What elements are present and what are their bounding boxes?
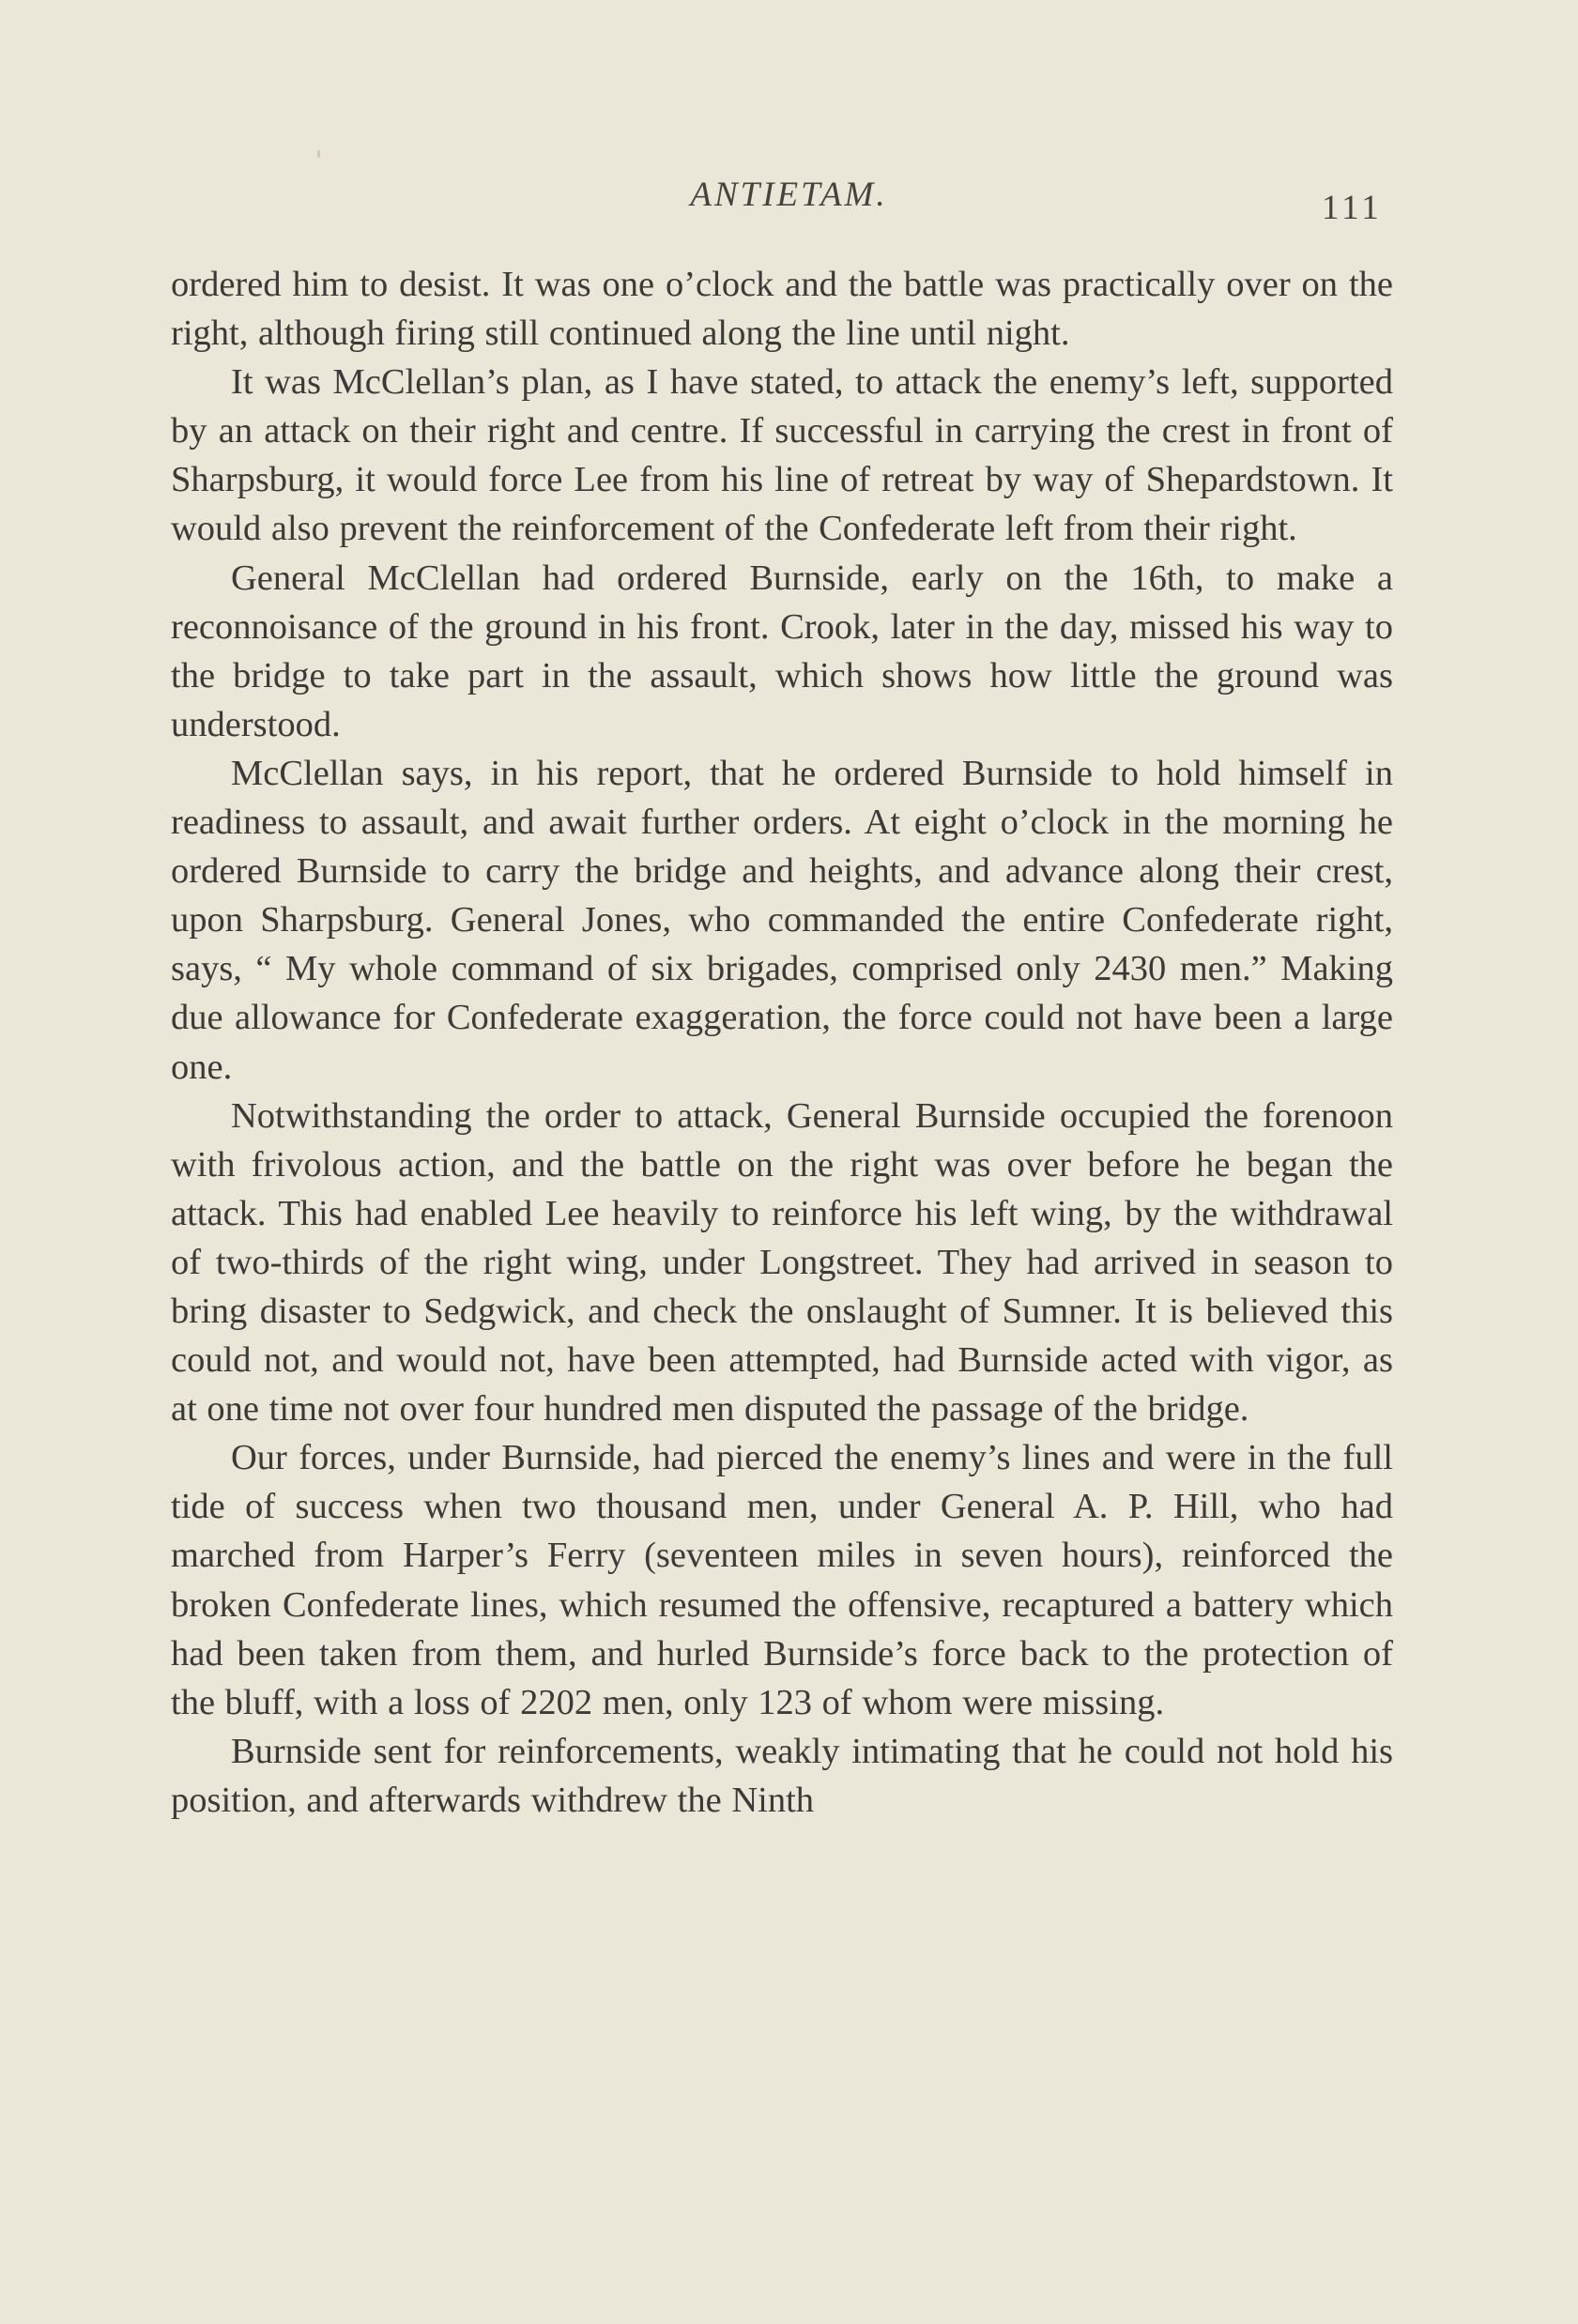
- paragraph: Notwithstanding the order to attack, General Burnside occupied the forenoon with frivolous action, and the battle on the right was over before he began the attack. This had enabled Lee heavily to reinforce his left wing, by the withdrawal of two-thirds of the right wing, under Longstreet. They had arrived in season to bring disaster to Sedgwick, and check the onslaught of Sumner. It is believed this could not, and would not, have been attempted, had Burnside acted with vigor, as at one time not over four hundred men disputed the passage of the bridge.: [171, 1095, 1393, 1430]
- paragraph: McClellan says, in his report, that he ordered Burnside to hold himself in readiness to assault, and await further orders. At eight o’clock in the morning he ordered Burnside to carry the bridge and heights, and advance along their crest, upon Sharpsburg. General Jones, who commanded the entire Confederate right, says, “ My whole command of six brigades, comprised only 2430 men.” Making due allowance for Confederate exaggeration, the force could not have been a large one.: [171, 753, 1393, 1087]
- paper-speck: [317, 150, 320, 158]
- running-title: ANTIETAM.: [690, 176, 888, 214]
- paragraph: Our forces, under Burnside, had pierced the enemy’s lines and were in the full tide of success when two thousand men, under General A. P. Hill, who had marched from Harper’s Ferry (seventeen miles in seven hours), reinforced the broken Confederate lines, which resumed the offensive, recaptured a battery which had been taken from them, and hurled Burnside’s force back to the protection of the bluff, with a loss of 2202 men, only 123 of whom were missing.: [171, 1438, 1393, 1722]
- paragraph: It was McClellan’s plan, as I have stated, to attack the enemy’s left, supported by an attack on their right and centre. If successful in carrying the crest in front of Sharpsburg, it would force Lee from his line of retreat by way of Shepardstown. It would also prevent the reinforcement of the Confederate left from their right.: [171, 362, 1393, 549]
- page-number: 111: [1322, 189, 1383, 227]
- paragraph: General McClellan had ordered Burnside, early on the 16th, to make a reconnoisance of the ground in his front. Crook, later in the day, missed his way to the bridge to take part in the assault, which shows how little the ground was understood.: [171, 558, 1393, 744]
- paragraph: ordered him to desist. It was one o’clock and the battle was practically over on the right, although firing still continued along the line until night.: [171, 265, 1393, 354]
- paragraph: Burnside sent for reinforcements, weakly intimating that he could not hold his position, and afterwards withdrew the Ninth: [171, 1731, 1393, 1820]
- body-text: [171, 260, 1393, 1825]
